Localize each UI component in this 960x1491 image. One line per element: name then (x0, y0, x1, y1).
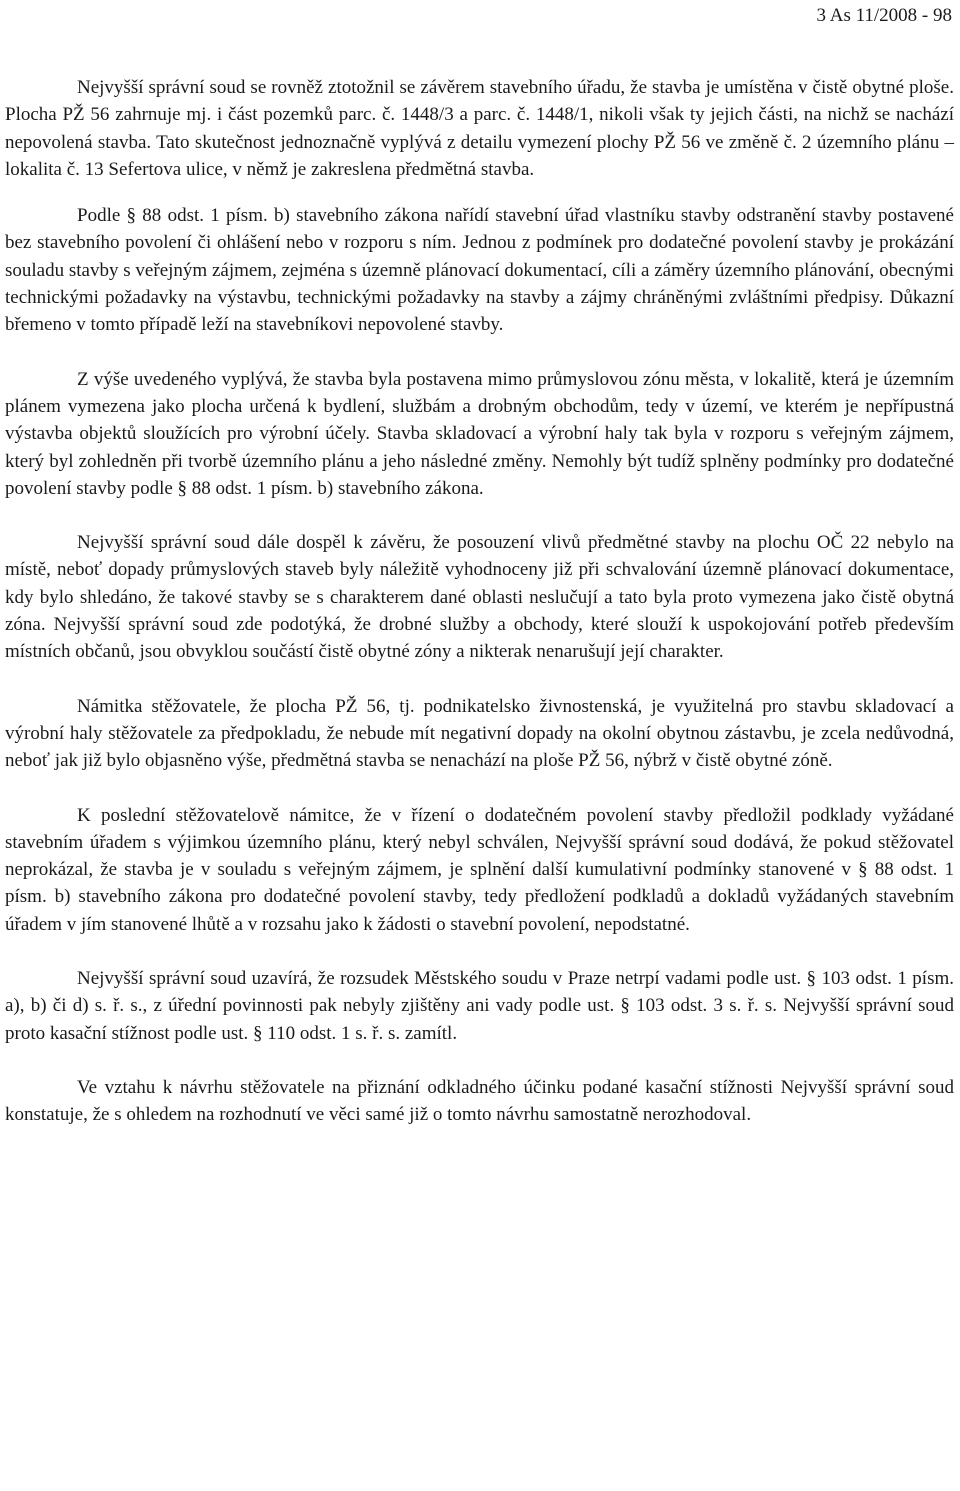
paragraph-3: Z výše uvedeného vyplývá, že stavba byla postavena mimo průmyslovou zónu města, v lokalitě, která je územním plánem vymezena jako plocha určená k bydlení, službám a drobným obchodům, tedy v území, ve kterém je nepřípustná výstavba objektů sloužících pro výrobní účely. Stavba skladovací a výrobní haly tak byla v rozporu s veřejným zájmem, který byl zohledněn při tvorbě územního plánu a jeho následné změny. Nemohly být tudíž splněny podmínky pro dodatečné povolení stavby podle § 88 odst. 1 písm. b) stavebního zákona. (5, 368, 954, 499)
paragraph-1: Nejvyšší správní soud se rovněž ztotožnil se závěrem stavebního úřadu, že stavba je umístěna v čistě obytné ploše. Plocha PŽ 56 zahrnuje mj. i část pozemků parc. č. 1448/3 a parc. č. 1448/1, nikoli však ty jejich části, na nichž se nachází nepovolená stavba. Tato skutečnost jednoznačně vyplývá z detailu vymezení plochy PŽ 56 ve změně č. 2 územního plánu – lokalita č. 13 Sefertova ulice, v němž je zakreslena předmětná stavba. (5, 77, 954, 180)
paragraph-6: K poslední stěžovatelově námitce, že v řízení o dodatečném povolení stavby předložil podklady vyžádané stavebním úřadem s výjimkou územního plánu, který nebyl schválen, Nejvyšší správní soud dodává, že pokud stěžovatel neprokázal, že stavba je v souladu s veřejným zájmem, je splnění další kumulativní podmínky stanovené v § 88 odst. 1 písm. b) stavebního zákona pro dodatečné povolení stavby, tedy předložení podkladů a dokladů vyžádaných stavebním úřadem v jím stanovené lhůtě a v rozsahu jako k žádosti o stavební povolení, nepodstatné. (5, 804, 954, 935)
paragraph-7: Nejvyšší správní soud uzavírá, že rozsudek Městského soudu v Praze netrpí vadami podle ust. § 103 odst. 1 písm. a), b) či d) s. ř. s., z úřední povinnosti pak nebyly zjištěny ani vady podle ust. § 103 odst. 3 s. ř. s. Nejvyšší správní soud proto kasační stížnost podle ust. § 110 odst. 1 s. ř. s. zamítl. (5, 968, 954, 1044)
paragraph-2: Podle § 88 odst. 1 písm. b) stavebního zákona nařídí stavební úřad vlastníku stavby odstranění stavby postavené bez stavebního povolení či ohlášení nebo v rozporu s ním. Jednou z podmínek pro dodatečné povolení stavby je prokázání souladu stavby s veřejným zájmem, zejména s územně plánovací dokumentací, cíli a záměry územního plánování, obecnými technickými požadavky na výstavbu, technickými požadavky na stavby a zájmy chráněnými zvláštními předpisy. Důkazní břemeno v tomto případě leží na stavebníkovi nepovolené stavby. (5, 205, 954, 336)
paragraph-4: Nejvyšší správní soud dále dospěl k závěru, že posouzení vlivů předmětné stavby na plochu OČ 22 nebylo na místě, neboť dopady průmyslových staveb byly náležitě vyhodnoceny již při schvalování územně plánovací dokumentace, kdy bylo shledáno, že takové stavby se s charakterem dané oblasti neslučují a tato byla proto vymezena jako čistě obytná zóna. Nejvyšší správní soud zde podotýká, že drobné služby a obchody, které slouží k uspokojování potřeb především místních občanů, jsou obvyklou součástí čistě obytné zóny a nikterak nenarušují její charakter. (5, 532, 954, 663)
document-body (5, 74, 954, 1129)
paragraph-8: Ve vztahu k návrhu stěžovatele na přiznání odkladného účinku podané kasační stížnosti Nejvyšší správní soud konstatuje, že s ohledem na rozhodnutí ve věci samé již o tomto návrhu samostatně nerozhodoval. (5, 1076, 954, 1126)
paragraph-5: Námitka stěžovatele, že plocha PŽ 56, tj. podnikatelsko živnostenská, je využitelná pro stavbu skladovací a výrobní haly stěžovatele za předpokladu, že nebude mít negativní dopady na okolní obytnou zástavbu, je zcela nedůvodná, neboť jak již bylo objasněno výše, předmětná stavba se nenachází na ploše PŽ 56, nýbrž v čistě obytné zóně. (5, 695, 954, 772)
case-number: 3 As 11/2008 - 98 (816, 5, 952, 26)
